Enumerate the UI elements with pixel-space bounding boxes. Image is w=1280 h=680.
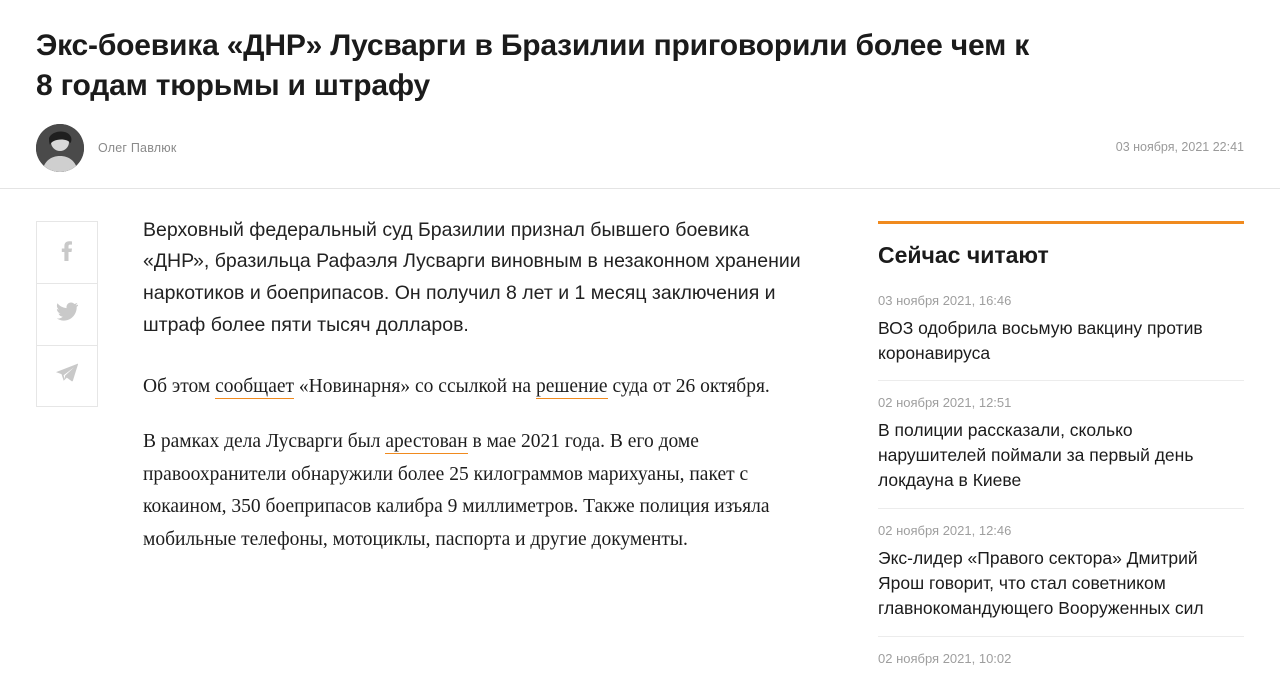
twitter-share-button[interactable] <box>36 283 98 345</box>
list-item[interactable] <box>878 636 1244 680</box>
list-item[interactable] <box>878 508 1244 636</box>
avatar[interactable] <box>36 124 84 172</box>
news-title[interactable]: Экс-лидер «Правого сектора» Дмитрий Ярош говорит, что стал советником главнокомандующего Вооруженных сил <box>878 548 1204 618</box>
paragraph-2-text-3: суда от 26 октября. <box>607 376 770 398</box>
news-title[interactable]: ВОЗ одобрила восьмую вакцину против коронавируса <box>878 317 1203 363</box>
facebook-share-button[interactable] <box>36 221 98 283</box>
news-date: 02 ноября 2021, 10:02 <box>878 650 1012 666</box>
facebook-icon <box>61 239 73 266</box>
publish-date: 03 ноября, 2021 22:41 <box>1115 139 1244 154</box>
news-date: 02 ноября 2021, 12:51 <box>878 395 1012 411</box>
page-title: Экс-боевика «ДНР» Лусварги в Бразилии приговорили более чем к 8 годам тюрьмы и штрафу <box>36 29 1030 102</box>
paragraph-3-text-2: в мае 2021 года. В его доме правоохранители обнаружили более 25 килограммов марихуаны, пакет с кокаином, 350 боеприпасов калибра 9 миллиметров. Также полиция изъяла мобильные телефоны, мотоциклы, паспорта и другие документы. <box>143 430 770 551</box>
twitter-icon <box>56 302 78 327</box>
byline <box>0 106 1280 189</box>
paragraph-2-text-2: «Новинарня» со ссылкой на <box>294 376 536 398</box>
link-arestovan[interactable]: арестован <box>385 430 468 452</box>
link-soobshchaet[interactable]: сообщает <box>215 376 295 398</box>
author-name[interactable]: Олег Павлюк <box>98 140 177 155</box>
content-area <box>0 189 1280 680</box>
telegram-share-button[interactable] <box>36 345 98 407</box>
sidebar-heading: Сейчас читают <box>878 241 1049 268</box>
list-item[interactable] <box>878 380 1244 508</box>
telegram-icon <box>56 363 78 388</box>
share-rail <box>36 189 98 680</box>
link-reshenie[interactable]: решение <box>535 376 608 398</box>
article-lead: Верховный федеральный суд Бразилии признал бывшего боевика «ДНР», бразильца Рафаэля Лусварги виновным в незаконном хранении наркотиков и боеприпасов. Он получил 8 лет и 1 месяц заключения и штраф более пяти тысяч долларов. <box>143 218 801 336</box>
news-date: 03 ноября 2021, 16:46 <box>878 292 1012 308</box>
article-body <box>98 189 878 680</box>
paragraph-3-text-1: В рамках дела Лусварги был <box>143 430 386 452</box>
article-paragraph-3 <box>143 426 818 557</box>
article-header <box>0 0 1280 106</box>
list-item[interactable] <box>878 277 1244 381</box>
news-title[interactable]: В полиции рассказали, сколько нарушителей поймали за первый день локдауна в Киеве <box>878 420 1194 491</box>
news-date: 02 ноября 2021, 12:46 <box>878 523 1012 538</box>
now-reading-widget <box>878 221 1244 680</box>
article-paragraph-2 <box>143 371 818 404</box>
sidebar <box>878 189 1244 680</box>
paragraph-2-text-1: Об этом <box>143 376 216 398</box>
